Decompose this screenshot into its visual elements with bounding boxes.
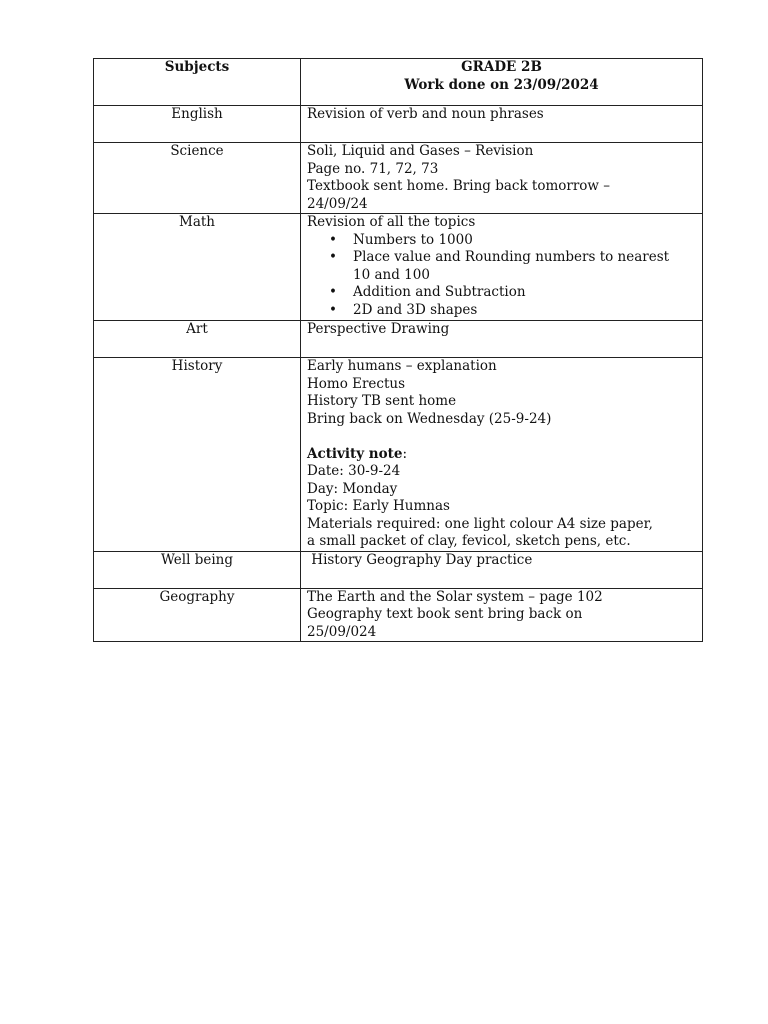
activity-line: Day: Monday <box>307 480 398 497</box>
work-cell <box>301 551 703 588</box>
work-line: Perspective Drawing <box>307 321 450 337</box>
grade-header <box>301 59 703 106</box>
work-line: Page no. 71, 72, 73 <box>307 160 439 177</box>
work-cell <box>301 358 703 552</box>
topic-list <box>307 232 696 320</box>
subject-cell <box>94 321 301 358</box>
activity-note-label: Activity note <box>307 445 403 462</box>
subject-cell <box>94 214 301 321</box>
work-line: 25/09/024 <box>307 623 377 640</box>
work-line: History TB sent home <box>307 393 457 409</box>
work-done-date: Work done on 23/09/2024 <box>404 76 599 93</box>
work-line: Soli, Liquid and Gases – Revision <box>307 143 534 159</box>
subject-name: English <box>171 106 223 122</box>
work-cell <box>301 106 703 143</box>
subject-name: Art <box>186 321 208 337</box>
work-line: Revision of all the topics <box>307 214 476 230</box>
table-row-math <box>94 214 703 321</box>
list-item: • Addition and Subtraction <box>353 284 696 302</box>
subjects-header <box>94 59 301 106</box>
subject-name: Math <box>179 214 215 230</box>
subject-cell <box>94 588 301 642</box>
subject-cell <box>94 551 301 588</box>
activity-note-heading <box>307 446 696 464</box>
activity-line: a small packet of clay, fevicol, sketch pens, etc. <box>307 533 631 549</box>
work-cell <box>301 143 703 214</box>
subjects-header-label: Subjects <box>164 59 230 75</box>
work-line: 24/09/24 <box>307 195 368 212</box>
spacer <box>307 428 696 446</box>
work-line: Homo Erectus <box>307 375 406 392</box>
work-cell <box>301 214 703 321</box>
table-row-well-being <box>94 551 703 588</box>
list-item: • Numbers to 1000 <box>353 232 696 250</box>
work-line: Revision of verb and noun phrases <box>307 106 544 122</box>
list-item: • 2D and 3D shapes <box>353 302 696 320</box>
grade-label: GRADE 2B <box>461 59 542 75</box>
list-item: • Place value and Rounding numbers to nearest 10 and 100 <box>353 249 696 284</box>
subject-cell <box>94 143 301 214</box>
subject-name: Well being <box>161 551 233 568</box>
work-line: The Earth and the Solar system – page 102 <box>307 588 603 605</box>
work-line: Bring back on Wednesday (25-9-24) <box>307 410 552 427</box>
activity-line: Materials required: one light colour A4 size paper, <box>307 515 653 532</box>
table-row-english <box>94 106 703 143</box>
work-line: Textbook sent home. Bring back tomorrow – <box>307 178 611 194</box>
subject-cell <box>94 106 301 143</box>
subject-name: Science <box>170 143 224 159</box>
table-row-science <box>94 143 703 214</box>
header-row <box>94 59 703 106</box>
work-cell <box>301 321 703 358</box>
table-row-geography <box>94 588 703 642</box>
homework-table <box>93 58 703 642</box>
work-line: History Geography Day practice <box>307 551 533 568</box>
table-row-art <box>94 321 703 358</box>
table-row-history <box>94 358 703 552</box>
work-cell <box>301 588 703 642</box>
activity-line: Topic: Early Humnas <box>307 498 450 514</box>
activity-line: Date: 30-9-24 <box>307 463 401 479</box>
activity-note-colon: : <box>402 445 408 462</box>
subject-name: History <box>171 358 223 374</box>
work-line: Geography text book sent bring back on <box>307 606 583 622</box>
subject-name: Geography <box>159 588 235 605</box>
work-line: Early humans – explanation <box>307 358 497 374</box>
subject-cell <box>94 358 301 552</box>
